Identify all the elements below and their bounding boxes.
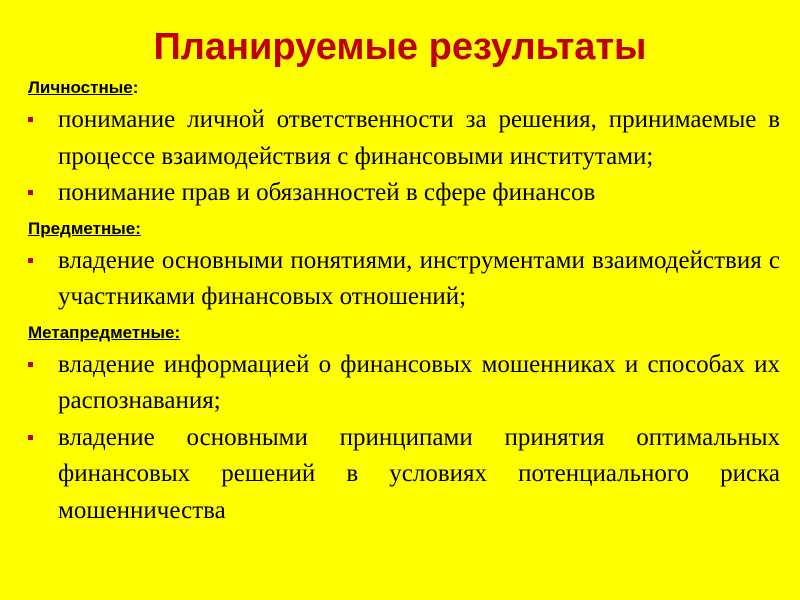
section-heading-metasubject: [28, 319, 780, 347]
section-metasubject: [28, 319, 780, 530]
section-subject: [28, 215, 780, 316]
bullet-text: владение основными понятиями, инструментами взаимодействия с участниками финансовых отношений;: [58, 246, 780, 310]
bullet-text: владение основными принципами принятия оптимальных финансовых решений в условиях потенциального риска мошенничества: [58, 423, 780, 524]
bullet-text: понимание личной ответственности за решения, принимаемые в процессе взаимодействия с финансовыми институтами;: [58, 106, 780, 170]
section-heading-personal-text: Личностные: [28, 78, 133, 97]
bullet-text: понимание прав и обязанностей в сфере финансов: [58, 179, 596, 206]
bullet-list-personal: [28, 102, 780, 212]
bullet-marker-icon: [28, 190, 33, 195]
bullet-item: [28, 102, 780, 175]
bullet-marker-icon: [28, 117, 33, 122]
bullet-text: владение информацией о финансовых мошенниках и способах их распознавания;: [58, 350, 780, 414]
bullet-item: [28, 243, 780, 316]
section-heading-subject-text: Предметные:: [28, 218, 141, 238]
bullet-list-metasubject: [28, 347, 780, 530]
slide-content: [28, 74, 780, 529]
bullet-marker-icon: [28, 435, 33, 440]
bullet-marker-icon: [28, 258, 33, 263]
bullet-item: [28, 347, 780, 420]
section-heading-personal: [28, 74, 780, 102]
bullet-item: [28, 175, 780, 212]
section-personal: [28, 74, 780, 212]
section-heading-subject: [28, 215, 780, 243]
slide-title: Планируемые результаты: [153, 26, 647, 68]
section-heading-metasubject-text: Метапредметные:: [28, 322, 181, 342]
bullet-marker-icon: [28, 362, 33, 367]
bullet-list-subject: [28, 243, 780, 316]
section-heading-personal-colon: :: [132, 78, 139, 97]
bullet-item: [28, 420, 780, 530]
